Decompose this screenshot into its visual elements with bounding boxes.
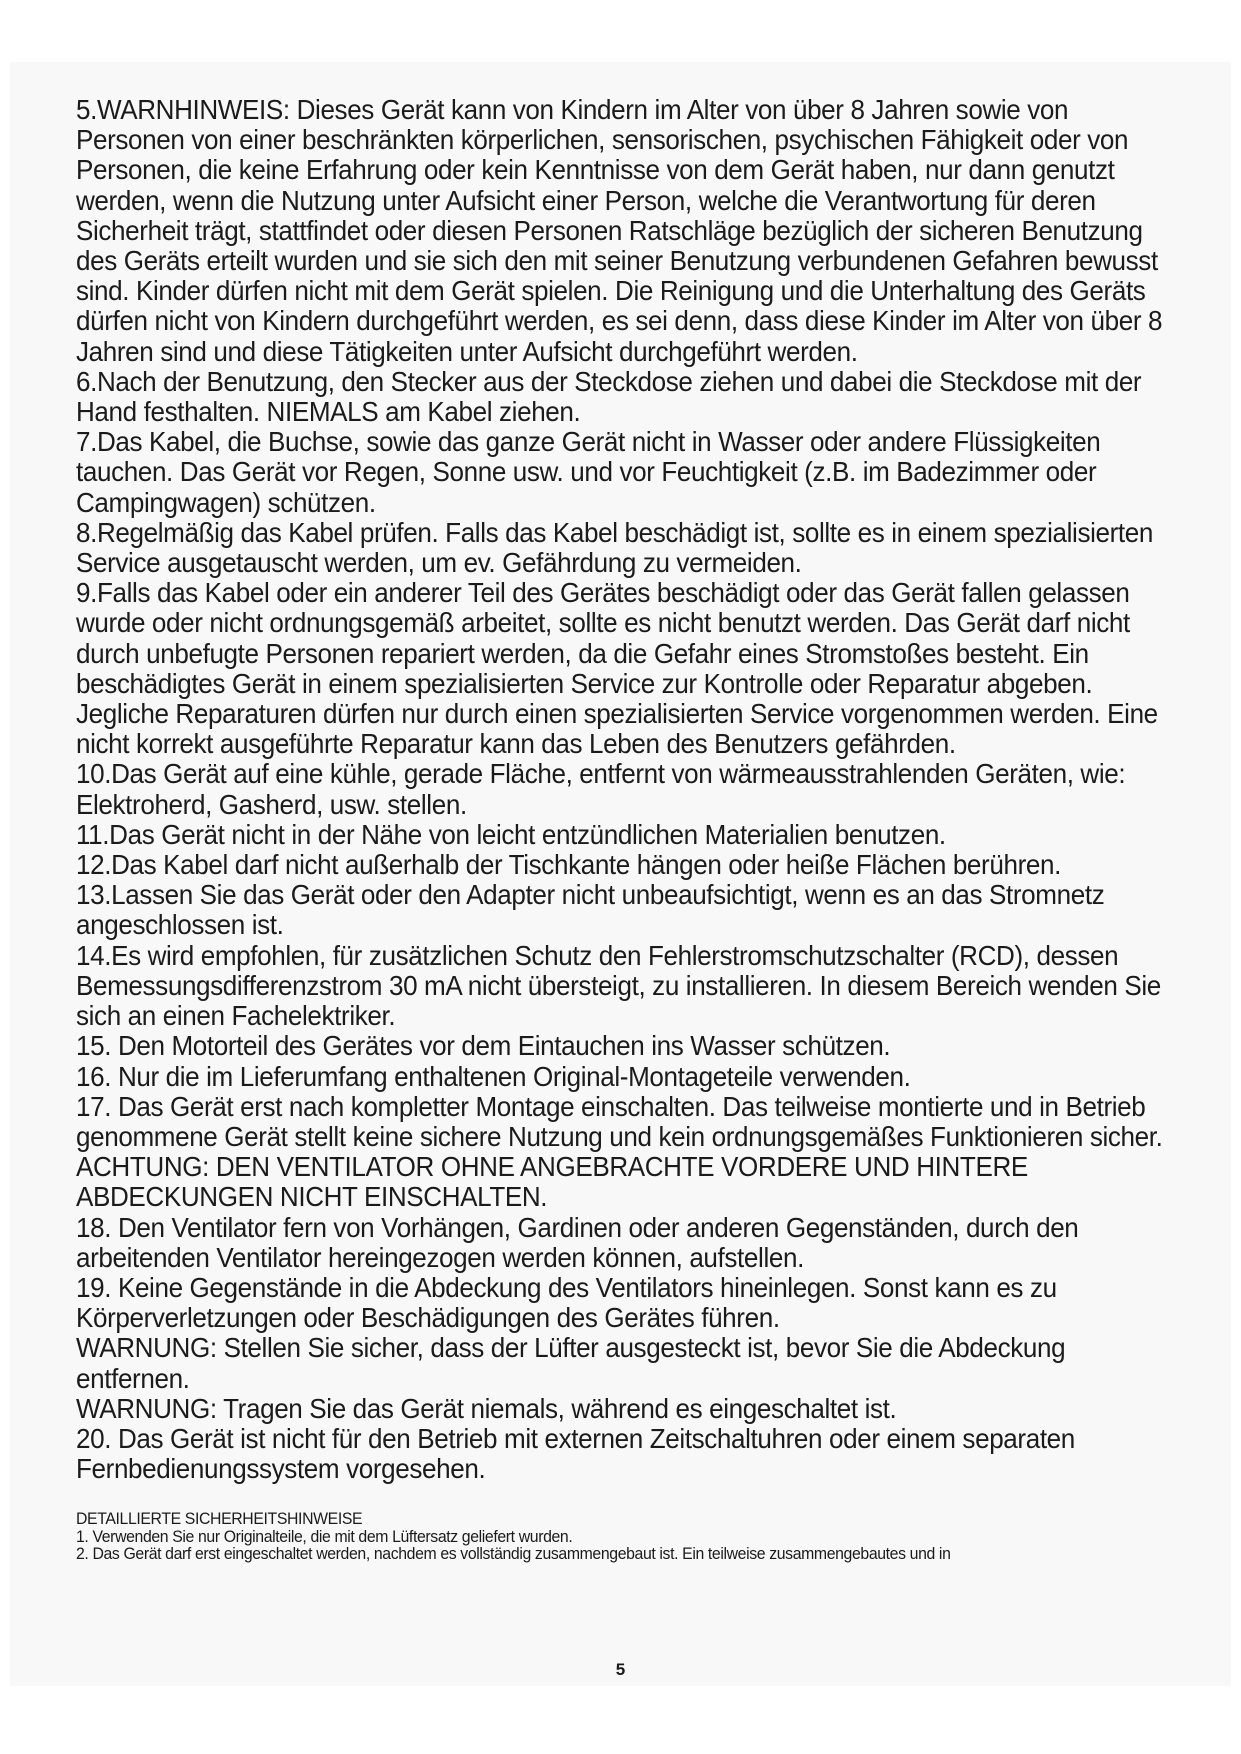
instruction-item-15: 15. Den Motorteil des Gerätes vor dem Eintauchen ins Wasser schützen.	[76, 1030, 891, 1062]
instruction-item-20: 20. Das Gerät ist nicht für den Betrieb mit externen Zeitschaltuhren oder einem separaten Fernbedienungssystem vorgesehen.	[76, 1422, 1075, 1485]
instruction-item-18: 18. Den Ventilator fern von Vorhängen, Gardinen oder anderen Gegenständen, durch den arbeitenden Ventilator hereingezogen werden können, aufstellen.	[76, 1211, 1079, 1273]
instruction-item-11: 11.Das Gerät nicht in der Nähe von leicht entzündlichen Materialien benutzen.	[76, 818, 946, 850]
detailed-safety-section	[76, 1510, 1186, 1563]
detailed-safety-line-2: 2. Das Gerät darf erst eingeschaltet werden, nachdem es vollständig zusammengebaut ist. Ein teilweise zusammengebautes und in	[76, 1544, 951, 1564]
detailed-safety-line-1: 1. Verwenden Sie nur Originalteile, die mit dem Lüftersatz geliefert wurden.	[76, 1526, 573, 1546]
instruction-item-6: 6.Nach der Benutzung, den Stecker aus der Steckdose ziehen und dabei die Steckdose mit der Hand festhalten. NIEMALS am Kabel ziehen.	[76, 365, 1142, 428]
instruction-item-14: 14.Es wird empfohlen, für zusätzlichen Schutz den Fehlerstromschutzschalter (RCD), dessen Bemessungsdifferenzstrom 30 mA nicht übersteigt, zu installieren. In diesem Bereich wenden Sie sich an einen Fachelektriker.	[76, 939, 1161, 1032]
page-number: 5	[615, 1660, 626, 1679]
page-content	[76, 95, 1186, 1563]
instruction-item-17: 17. Das Gerät erst nach kompletter Montage einschalten. Das teilweise montierte und in Betrieb genommene Gerät stellt keine sichere Nutzung und kein ordnungsgemäßes Funktionieren sicher.	[76, 1090, 1163, 1152]
instruction-item-9: 9.Falls das Kabel oder ein anderer Teil des Gerätes beschädigt oder das Gerät fallen gelassen wurde oder nicht ordnungsgemäß arbeitet, sollte es nicht benutzt werden. Das Gerät darf nicht durch unbefugte Personen repariert werden, da die Gefahr eines Stromstoßes besteht. Ein beschädigtes Gerät in einem spezialisierten Service zur Kontrolle oder Reparatur abgeben. Jegliche Reparaturen dürfen nur durch einen spezialisierten Service vorgenommen werden. Eine nicht korrekt ausgeführte Reparatur kann das Leben des Benutzers gefährden.	[76, 577, 1158, 760]
instruction-item-12: 12.Das Kabel darf nicht außerhalb der Tischkante hängen oder heiße Flächen berühren.	[76, 849, 1061, 881]
instruction-item-16: 16. Nur die im Lieferumfang enthaltenen Original-Montageteile verwenden.	[76, 1060, 911, 1092]
safety-instructions-list	[76, 95, 1186, 1484]
instruction-item-19: 19. Keine Gegenstände in die Abdeckung des Ventilators hineinlegen. Sonst kann es zu Körperverletzungen oder Beschädigungen des Gerätes führen.	[76, 1271, 1057, 1334]
instruction-item-10: 10.Das Gerät auf eine kühle, gerade Fläche, entfernt von wärmeausstrahlenden Geräten, wie: Elektroherd, Gasherd, usw. stellen.	[76, 758, 1126, 820]
instruction-item-7: 7.Das Kabel, die Buchse, sowie das ganze Gerät nicht in Wasser oder andere Flüssigkeiten tauchen. Das Gerät vor Regen, Sonne usw. und vor Feuchtigkeit (z.B. im Badezimmer oder Campingwagen) schützen.	[76, 426, 1101, 518]
warning-notice-unplug: WARNUNG: Stellen Sie sicher, dass der Lüfter ausgesteckt ist, bevor Sie die Abdeckung entfernen.	[76, 1332, 1066, 1394]
instruction-item-5: 5.WARNHINWEIS: Dieses Gerät kann von Kindern im Alter von über 8 Jahren sowie von Personen von einer beschränkten körperlichen, sensorischen, psychischen Fähigkeit oder von Personen, die keine Erfahrung oder kein Kenntnisse von dem Gerät haben, nur dann genutzt werden, wenn die Nutzung unter Aufsicht einer Person, welche die Verantwortung für deren Sicherheit trägt, stattfindet oder diesen Personen Ratschläge bezüglich der sicheren Benutzung des Geräts erteilt wurden und sie sich den mit seiner Benutzung verbundenen Gefahren bewusst sind. Kinder dürfen nicht mit dem Gerät spielen. Die Reinigung und die Unterhaltung des Geräts dürfen nicht von Kindern durchgeführt werden, es sei denn, dass diese Kinder im Alter von über 8 Jahren sind und diese Tätigkeiten unter Aufsicht durchgeführt werden.	[76, 94, 1163, 367]
caution-notice: ACHTUNG: DEN VENTILATOR OHNE ANGEBRACHTE VORDERE UND HINTERE ABDECKUNGEN NICHT EINSCHALTEN.	[76, 1151, 1028, 1213]
warning-notice-carry: WARNUNG: Tragen Sie das Gerät niemals, während es eingeschaltet ist.	[76, 1392, 897, 1424]
detailed-safety-heading: DETAILLIERTE SICHERHEITSHINWEISE	[76, 1509, 363, 1529]
instruction-item-13: 13.Lassen Sie das Gerät oder den Adapter nicht unbeaufsichtigt, wenn es an das Stromnetz angeschlossen ist.	[76, 879, 1105, 941]
instruction-item-8: 8.Regelmäßig das Kabel prüfen. Falls das Kabel beschädigt ist, sollte es in einem spezialisierten Service ausgetauscht werden, um ev. Gefährdung zu vermeiden.	[76, 516, 1154, 579]
